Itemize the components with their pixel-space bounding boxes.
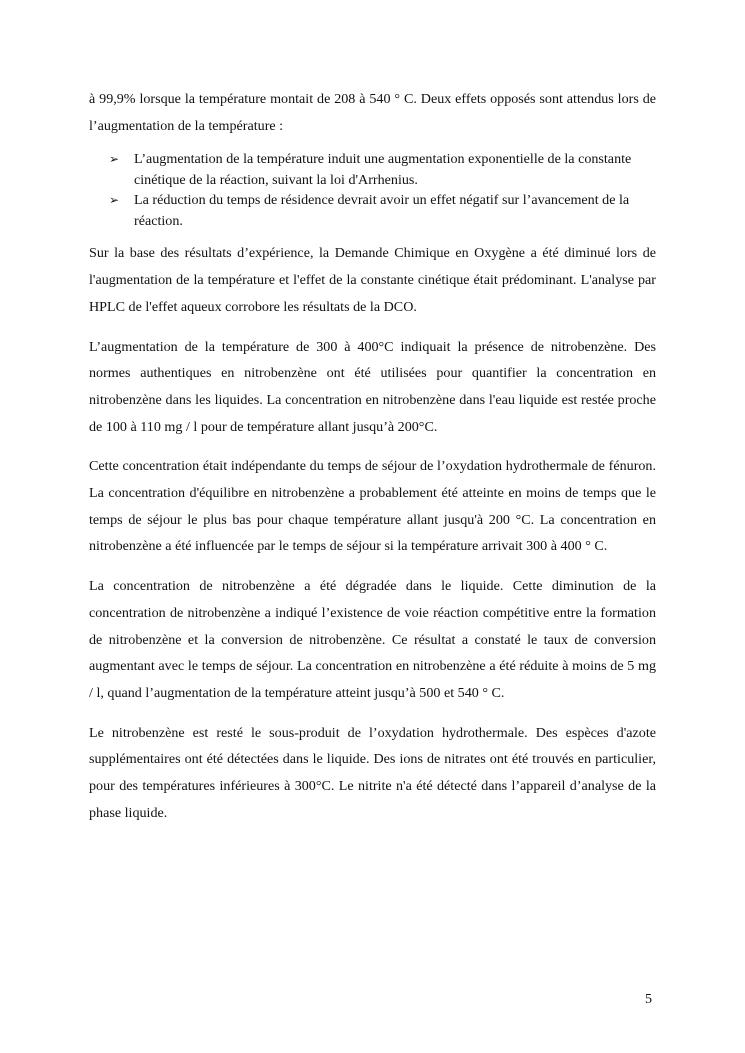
paragraph-intro: à 99,9% lorsque la température montait de 208 à 540 ° C. Deux effets opposés sont attendus lors de l’augmentation de la température :	[89, 91, 656, 134]
list-item-text: L’augmentation de la température induit une augmentation exponentielle de la constante cinétique de la réaction, suivant la loi d'Arrhenius.	[134, 151, 632, 188]
arrow-bullet-icon: ➢	[109, 193, 120, 208]
paragraph-dco: Sur la base des résultats d’expérience, la Demande Chimique en Oxygène a été diminué lors de l'augmentation de la température et l'effet de la constante cinétique était prédominant. L'analyse par HPLC de l'effet aqueux corrobore les résultats de la DCO.	[89, 245, 656, 315]
paragraph-degradation: La concentration de nitrobenzène a été dégradée dans le liquide. Cette diminution de la concentration de nitrobenzène a indiqué l’existence de voie réaction compétitive entre la formation de nitrobenzène et la conversion de nitrobenzène. Ce résultat a constaté le taux de conversion augmentant avec le temps de séjour. La concentration en nitrobenzène a été réduite à moins de 5 mg / l, quand l’augmentation de la température atteint jusqu’à 500 et 540 ° C.	[89, 578, 656, 701]
page-body	[89, 86, 656, 826]
bullet-list	[109, 149, 656, 231]
paragraph-byproduct: Le nitrobenzène est resté le sous-produit de l’oxydation hydrothermale. Des espèces d'azote supplémentaires ont été détectées dans le liquide. Des ions de nitrates ont été trouvés en particulier, pour des températures inférieures à 300°C. Le nitrite n'a été détecté dans l’appareil d’analyse de la phase liquide.	[89, 724, 656, 821]
paragraph-residence-time: Cette concentration était indépendante du temps de séjour de l’oxydation hydrothermale de fénuron. La concentration d'équilibre en nitrobenzène a probablement été atteinte en moins de temps que le temps de séjour le plus bas pour chaque température allant jusqu'à 200 °C. La concentration en nitrobenzène a été influencée par le temps de séjour si la température arrivait 300 à 400 ° C.	[89, 458, 656, 555]
arrow-bullet-icon: ➢	[109, 152, 120, 167]
list-item	[109, 190, 656, 231]
paragraph-nitrobenzene-presence: L’augmentation de la température de 300 à 400°C indiquait la présence de nitrobenzène. Des normes authentiques en nitrobenzène ont été utilisées pour quantifier la concentration en nitrobenzène dans les liquides. La concentration en nitrobenzène dans l'eau liquide est restée proche de 100 à 110 mg / l pour de température allant jusqu’à 200°C.	[89, 338, 656, 435]
list-item	[109, 149, 656, 190]
list-item-text: La réduction du temps de résidence devrait avoir un effet négatif sur l’avancement de la réaction.	[134, 192, 630, 229]
page-number: 5	[645, 991, 653, 1007]
